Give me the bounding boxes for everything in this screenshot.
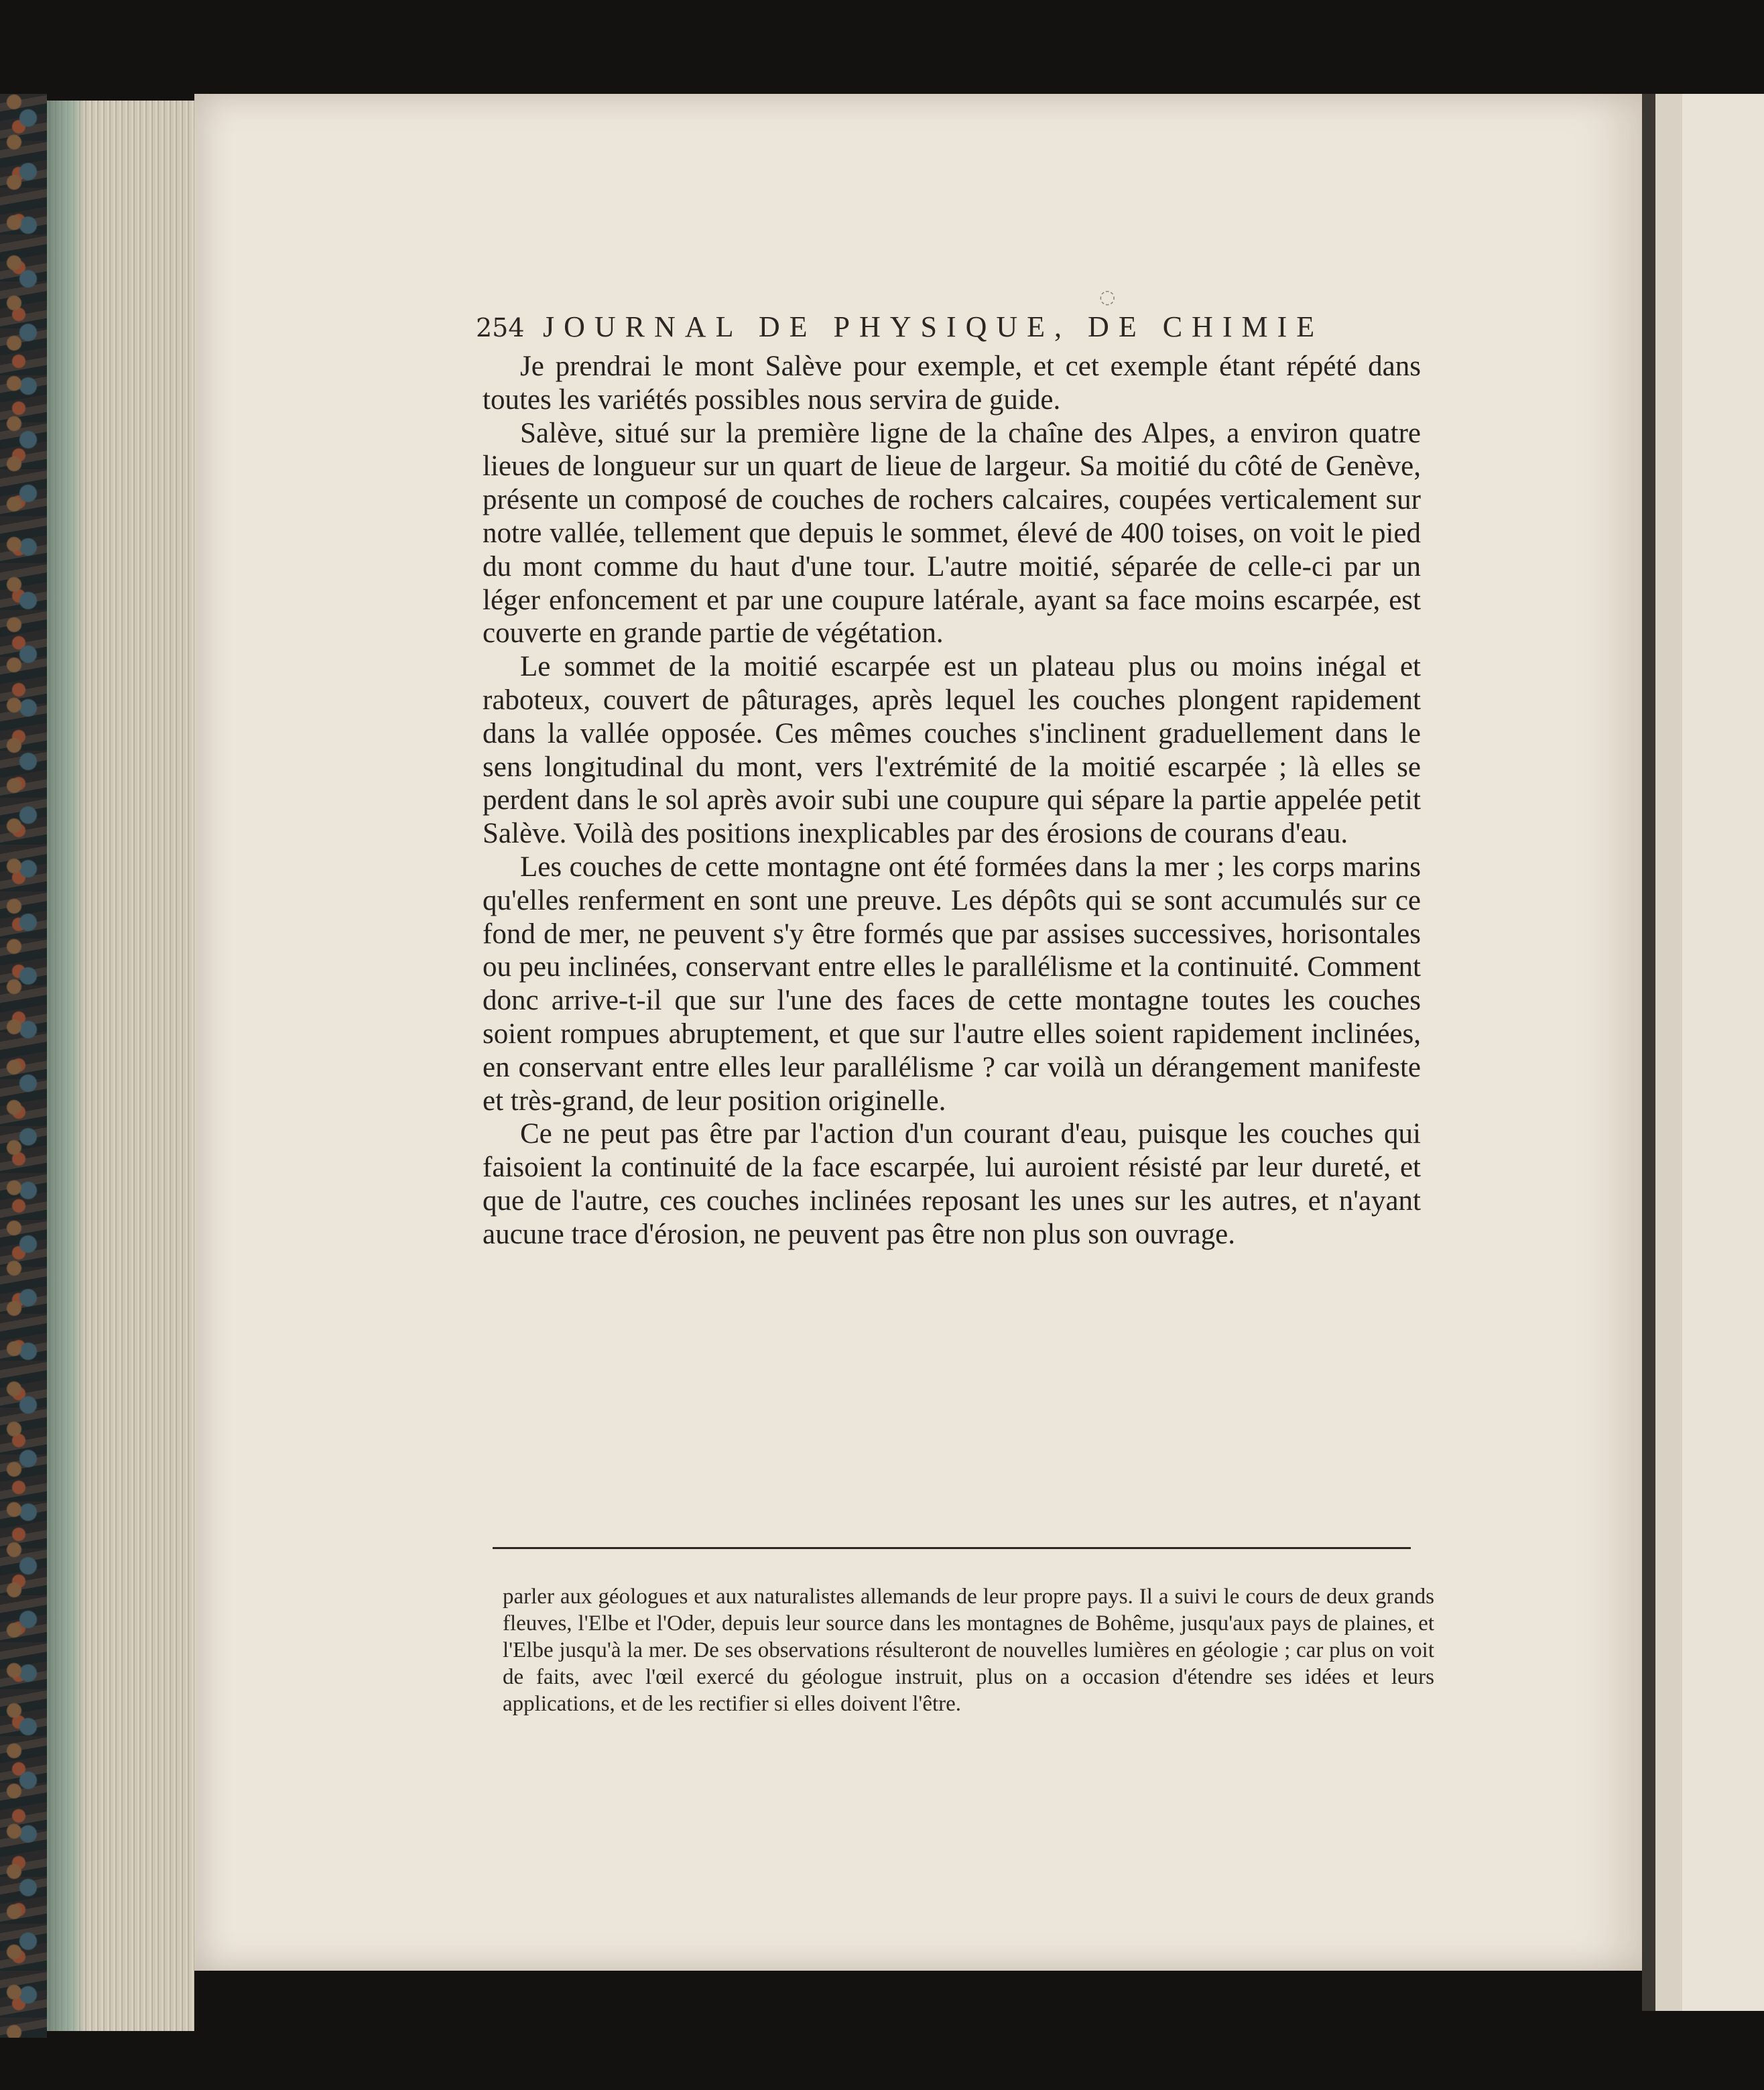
paragraph: Salève, situé sur la première ligne de la chaîne des Alpes, a environ quatre lieues de longueur sur un quart de lieue de largeur. Sa moitié du côté de Genève, présente un composé de couches de rochers calcaires, coupées verticalement sur notre vallée, tellement que depuis le sommet, élevé de 400 toises, on voit le pied du mont comme du haut d'une tour. L'autre moitié, séparée de celle-ci par un léger enfoncement et par une coupure latérale, ayant sa face moins escarpée, est couverte en grande partie de végétation. bbox=[483, 417, 1421, 650]
page-number: 254 bbox=[476, 313, 525, 343]
paragraph: Le sommet de la moitié escarpée est un plateau plus ou moins inégal et raboteux, couvert de pâturages, après lequel les couches plongent rapidement dans la vallée opposée. Ces mêmes couches s'inclinent graduellement dans le sens longitudinal du mont, vers l'extrémité de la moitié escarpée ; là elles se perdent dans le sol après avoir subi une coupure qui sépare la partie appelée petit Salève. Voilà des positions inexplicables par des érosions de courans d'eau. bbox=[483, 651, 1421, 850]
facing-page-edge bbox=[1642, 94, 1764, 2011]
ornament-mark: ◌ bbox=[1099, 286, 1116, 308]
paragraph: Ce ne peut pas être par l'action d'un courant d'eau, puisque les couches qui faisoient la continuité de la face escarpée, lui auroient résisté par leur dureté, et que de l'autre, ces couches inclinées reposant les unes sur les autres, et n'ayant aucune trace d'érosion, ne peuvent pas être non plus son ouvrage. bbox=[483, 1118, 1421, 1250]
footnote bbox=[503, 1583, 1434, 1717]
running-head: JOURNAL DE PHYSIQUE, DE CHIMIE bbox=[543, 310, 1324, 343]
page-block-edges bbox=[47, 101, 194, 2031]
paragraph: Les couches de cette montagne ont été formées dans la mer ; les corps marins qu'elles renferment en sont une preuve. Les dépôts qui se sont accumulés sur ce fond de mer, ne peuvent s'y être formés que par assises successives, horisontales ou peu inclinées, conservant entre elles le parallélisme et la continuité. Comment donc arrive-t-il que sur l'une des faces de cette montagne toutes les couches soient rompues abruptement, et que sur l'autre elles soient rapidement inclinées, en conservant entre elles leur parallélisme ? car voilà un dérangement manifeste et très-grand, de leur position originelle. bbox=[483, 851, 1421, 1117]
footnote-text: parler aux géologues et aux naturalistes allemands de leur propre pays. Il a suivi le cours de deux grands fleuves, l'Elbe et l'Oder, depuis leur source dans les montagnes de Bohême, jusqu'aux pays de plaines, et l'Elbe jusqu'à la mer. De ses observations résulteront de nouvelles lumières en géologie ; car plus on voit de faits, avec l'œil exercé du géologue instruit, plus on a occasion d'étendre ses idées et leurs applications, et de les rectifier si elles doivent l'être. bbox=[503, 1585, 1434, 1716]
paragraph: Je prendrai le mont Salève pour exemple, et cet exemple étant répété dans toutes les variétés possibles nous servira de guide. bbox=[483, 351, 1421, 416]
body-text bbox=[483, 350, 1421, 1251]
book-marbled-edge bbox=[0, 94, 47, 2038]
footnote-divider bbox=[493, 1547, 1411, 1549]
